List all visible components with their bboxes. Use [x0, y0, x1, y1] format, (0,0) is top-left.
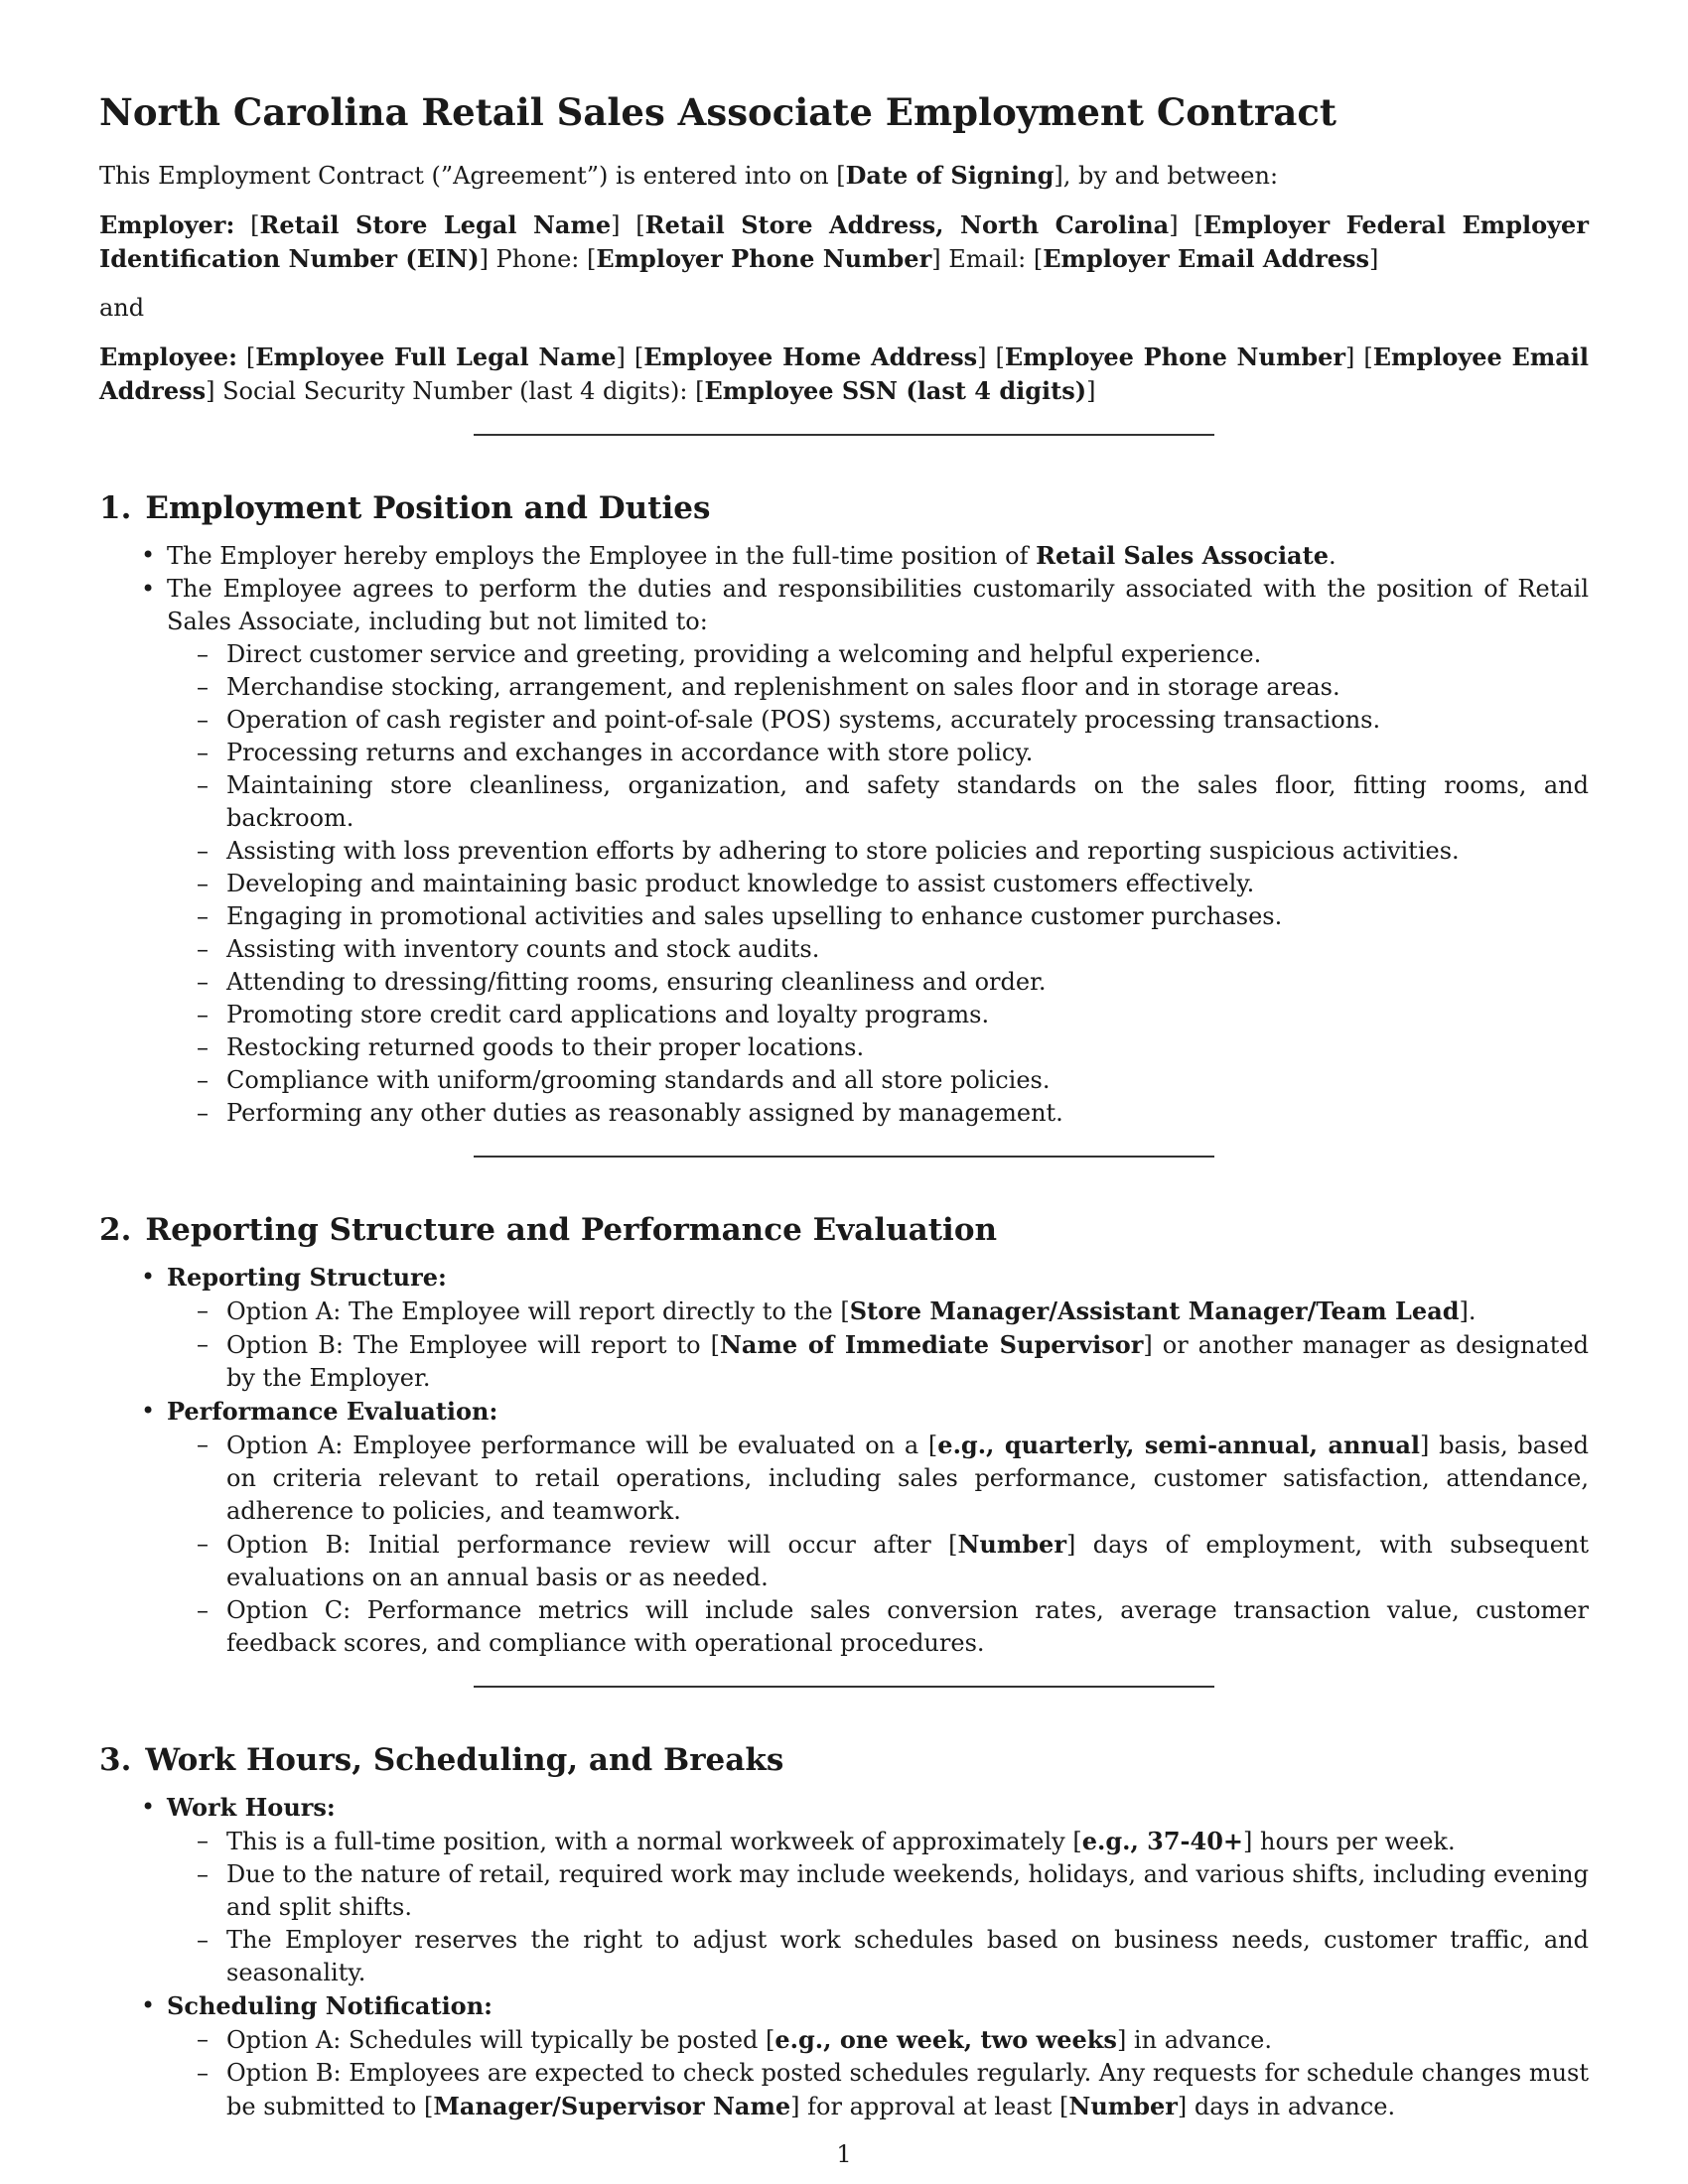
section-number: 3.: [99, 1742, 132, 1778]
item-text: The Employer hereby employs the Employee in the full-time position of: [167, 542, 1037, 570]
item-text: Option A: Employee performance will be evaluated on a [: [226, 1432, 938, 1459]
item-text: ] hours per week.: [1243, 1828, 1456, 1855]
section-3-heading: [99, 1739, 1589, 1781]
bracket-text: ] [: [616, 343, 644, 371]
reporting-options: [167, 1295, 1589, 1395]
duty-item: – Direct customer service and greeting, providing a welcoming and helpful experience.: [226, 638, 1589, 671]
item-text: ] days of employment, with subsequent evaluations on an annual basis or as needed.: [226, 1531, 1590, 1591]
bracket-text: ] [: [1345, 343, 1373, 371]
performance-evaluation-label: Performance Evaluation:: [167, 1397, 498, 1426]
option-item: [226, 1328, 1589, 1395]
option-item: – Option C: Performance metrics will include sales conversion rates, average transaction value, customer feedback scores, and compliance with operational procedures.: [226, 1594, 1589, 1660]
item-text: Option B: Initial performance review will occur after [: [226, 1531, 958, 1559]
item-text: .: [1328, 542, 1336, 570]
item-text: ] days in advance.: [1177, 2093, 1396, 2120]
placeholder: e.g., 37-40+: [1081, 1827, 1244, 1855]
placeholder: Number: [1068, 2092, 1178, 2120]
section-3-list: [99, 1791, 1589, 2123]
intro-paragraph: [99, 159, 1589, 193]
section-title: Reporting Structure and Performance Evaluation: [145, 1212, 998, 1248]
duty-item: – Compliance with uniform/grooming standards and all store policies.: [226, 1064, 1589, 1097]
bracket-text: ] [: [977, 343, 1005, 371]
item-text: ].: [1459, 1297, 1477, 1325]
duty-item: – Engaging in promotional activities and sales upselling to enhance customer purchases.: [226, 900, 1589, 933]
bracket-text: [: [236, 343, 256, 371]
option-item: [226, 2023, 1589, 2057]
employee-email-placeholder: Employee Email Address: [99, 342, 1589, 405]
performance-options: [167, 1429, 1589, 1660]
option-item: – Due to the nature of retail, required work may include weekends, holidays, and various shifts, including evening and split shifts.: [226, 1858, 1589, 1924]
placeholder: e.g., quarterly, semi-annual, annual: [937, 1431, 1421, 1459]
placeholder: Name of Immediate Supervisor: [719, 1330, 1144, 1359]
section-title: Work Hours, Scheduling, and Breaks: [145, 1742, 784, 1778]
employee-ssn-label: ] Social Security Number (last 4 digits): [: [206, 377, 705, 405]
section-2-list: [99, 1261, 1589, 1660]
employee-name-placeholder: Employee Full Legal Name: [255, 342, 617, 371]
option-item: [226, 1825, 1589, 1858]
item-text: Option B: The Employee will report to [: [226, 1331, 720, 1359]
bracket-text: [: [234, 211, 260, 239]
duties-list: [167, 638, 1589, 1130]
employer-address-placeholder: Retail Store Address, North Carolina: [644, 210, 1170, 239]
section-divider: [474, 1686, 1214, 1688]
bracket-text: ] [: [611, 211, 645, 239]
employer-block: [99, 208, 1589, 276]
option-item: – The Employer reserves the right to adjust work schedules based on business needs, customer traffic, and seasonality.: [226, 1924, 1589, 1989]
reporting-structure-label: Reporting Structure:: [167, 1263, 447, 1292]
position-title: Retail Sales Associate: [1036, 541, 1329, 570]
employee-phone-placeholder: Employee Phone Number: [1004, 342, 1346, 371]
intro-text: This Employment Contract (”Agreement”) is entered into on [: [99, 162, 846, 190]
employer-label: Employer:: [99, 210, 235, 239]
employer-email-placeholder: Employer Email Address: [1043, 244, 1370, 273]
employer-ein-placeholder: Employer Federal Employer Identification Number (EIN): [99, 210, 1589, 273]
item-text: ] in advance.: [1116, 2026, 1272, 2054]
list-item: [167, 539, 1589, 573]
section-title: Employment Position and Duties: [145, 490, 711, 526]
duty-item: – Developing and maintaining basic product knowledge to assist customers effectively.: [226, 868, 1589, 900]
bracket-text: ]: [1369, 245, 1379, 273]
scheduling-options: [167, 2023, 1589, 2123]
list-item: [167, 1791, 1589, 1989]
document-title: North Carolina Retail Sales Associate Employment Contract: [99, 90, 1337, 134]
item-text: Option A: Schedules will typically be posted [: [226, 2026, 775, 2054]
document-page: [99, 87, 1589, 2123]
section-2-heading: [99, 1209, 1589, 1251]
placeholder: Store Manager/Assistant Manager/Team Lead: [849, 1297, 1460, 1325]
duty-item: – Processing returns and exchanges in accordance with store policy.: [226, 737, 1589, 769]
duty-item: – Maintaining store cleanliness, organization, and safety standards on the sales floor, fitting rooms, and backroom.: [226, 769, 1589, 835]
section-1-heading: [99, 487, 1589, 529]
option-item: [226, 1295, 1589, 1328]
option-item: [226, 1528, 1589, 1594]
section-divider: [474, 1156, 1214, 1158]
bracket-text: ] [: [1169, 211, 1203, 239]
duty-item: – Assisting with inventory counts and stock audits.: [226, 933, 1589, 966]
list-item: [167, 1395, 1589, 1660]
employee-label: Employee:: [99, 342, 237, 371]
option-item: [226, 2057, 1589, 2123]
list-item: [167, 1989, 1589, 2123]
item-text: This is a full-time position, with a normal workweek of approximately [: [226, 1828, 1082, 1855]
employer-phone-label: ] Phone: [: [479, 245, 597, 273]
duty-item: – Merchandise stocking, arrangement, and replenishment on sales floor and in storage areas.: [226, 671, 1589, 704]
list-item: [167, 573, 1589, 1130]
intro-text-end: ], by and between:: [1054, 162, 1279, 190]
bracket-text: ]: [1086, 377, 1096, 405]
section-1-list: [99, 539, 1589, 1130]
item-text: Option B: Employees are expected to check posted schedules regularly. Any requests for schedule changes must be submitted to [: [226, 2059, 1589, 2120]
item-text: ] basis, based on criteria relevant to retail operations, including sales performance, customer satisfaction, attendance, adherence to policies, and teamwork.: [226, 1432, 1589, 1525]
section-number: 1.: [99, 490, 132, 526]
employee-block: [99, 341, 1589, 408]
duty-item: – Operation of cash register and point-of-sale (POS) systems, accurately processing transactions.: [226, 704, 1589, 737]
item-text: ] or another manager as designated by the Employer.: [226, 1331, 1590, 1392]
section-divider: [474, 434, 1214, 436]
duty-item: – Performing any other duties as reasonably assigned by management.: [226, 1097, 1589, 1130]
page-number: 1: [836, 2140, 852, 2168]
item-text: Option A: The Employee will report directly to the [: [226, 1297, 850, 1325]
placeholder: Manager/Supervisor Name: [433, 2092, 791, 2120]
item-text: The Employee agrees to perform the duties and responsibilities customarily associated with the position of Retail Sales Associate, including but not limited to:: [167, 575, 1589, 635]
work-hours-items: [167, 1825, 1589, 1989]
employee-ssn-placeholder: Employee SSN (last 4 digits): [704, 376, 1087, 405]
section-number: 2.: [99, 1212, 132, 1248]
employer-phone-placeholder: Employer Phone Number: [596, 244, 932, 273]
list-item: [167, 1261, 1589, 1395]
employer-name-placeholder: Retail Store Legal Name: [259, 210, 612, 239]
option-item: [226, 1429, 1589, 1528]
date-placeholder: Date of Signing: [845, 161, 1055, 190]
duty-item: – Attending to dressing/fitting rooms, ensuring cleanliness and order.: [226, 966, 1589, 999]
duty-item: – Restocking returned goods to their proper locations.: [226, 1031, 1589, 1064]
employee-address-placeholder: Employee Home Address: [643, 342, 978, 371]
placeholder: e.g., one week, two weeks: [774, 2025, 1117, 2054]
duty-item: – Promoting store credit card applications and loyalty programs.: [226, 999, 1589, 1031]
placeholder: Number: [957, 1530, 1066, 1559]
item-text: ] for approval at least [: [790, 2093, 1069, 2120]
and-text: and: [99, 294, 145, 322]
duty-item: – Assisting with loss prevention efforts by adhering to store policies and reporting suspicious activities.: [226, 835, 1589, 868]
work-hours-label: Work Hours:: [167, 1793, 336, 1822]
scheduling-notification-label: Scheduling Notification:: [167, 1991, 492, 2020]
employer-email-label: ] Email: [: [931, 245, 1044, 273]
